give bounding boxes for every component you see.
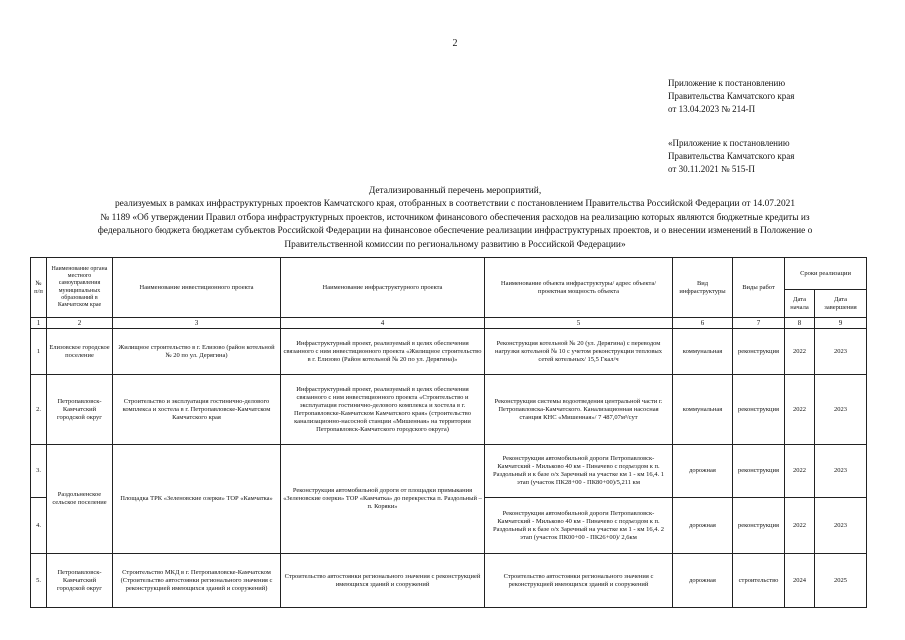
appendix-old (668, 137, 794, 176)
cell-start: 2022 (785, 375, 815, 445)
cell-infra-type: дорожная (673, 498, 733, 554)
column-numbers-row (31, 318, 867, 329)
cell-num: 3. (31, 445, 47, 498)
appendix-new-line: от 13.04.2023 № 214-П (668, 104, 756, 114)
cell-start: 2022 (785, 498, 815, 554)
title-line: Правительственной комиссии по региональному развитию в Российской Федерации» (284, 239, 626, 250)
header-infra-type: Вид инфраструктуры (673, 258, 733, 318)
appendix-old-line: Правительства Камчатского края (668, 151, 795, 161)
cell-municipality: Петропавловск-Камчатский городской округ (47, 554, 113, 608)
cell-end: 2025 (815, 554, 867, 608)
table-row (31, 329, 867, 375)
measures-table (30, 257, 867, 608)
cell-municipality: Раздольненское сельское поселение (47, 445, 113, 554)
cell-num: 5. (31, 554, 47, 608)
header-investment-project: Наименование инвестиционного проекта (113, 258, 281, 318)
cell-infra-type: коммунальная (673, 329, 733, 375)
cell-investment-project: Жилищное строительство в г. Елизово (район котельной № 20 по ул. Дерягина) (113, 329, 281, 375)
table-row (31, 375, 867, 445)
cell-infrastructure-project: Инфраструктурный проект, реализуемый в целях обеспечения связанного с ним инвестиционного проекта «Строительство и эксплуатация гостинично-делового комплекса и хостела в г. Петропавловске-Камчатском Камчатского края» (строительство канализационно-насосной станции «Мишенная» на территории Петропавловск-Камчатского городского округа) (281, 375, 485, 445)
column-number: 4 (281, 318, 485, 329)
cell-infra-type: дорожная (673, 445, 733, 498)
title-line: реализуемых в рамках инфраструктурных проектов Камчатского края, отобранных в соответствии с постановлением Правительства Российской Федерации от 14.07.2021 (114, 199, 796, 210)
cell-object: Реконструкция автомобильной дороги Петропавловск-Камчатский - Мильково 40 км - Пиначево с подъездом к п. Раздольный и к базе о/х Заречный на участке км 1 - км 16,4. 1 этап (участок ПК28+00 - ПК80+00)/5,211 км (485, 445, 673, 498)
header-start: Дата начала (785, 290, 815, 318)
cell-work-type: строительство (733, 554, 785, 608)
cell-municipality: Петропавловск-Камчатский городской округ (47, 375, 113, 445)
cell-object: Реконструкция системы водоотведения центральной части г. Петропавловска-Камчатского. Канализационная насосная станция КНС «Мишенная»/ 7 487,07м³/сут (485, 375, 673, 445)
appendix-old-line: «Приложение к постановлению (668, 138, 790, 148)
header-work-type: Виды работ (733, 258, 785, 318)
appendix-new (668, 77, 794, 116)
cell-end: 2023 (815, 498, 867, 554)
cell-investment-project: Площадка ТРК «Зеленовские озерки» ТОР «Камчатка» (113, 445, 281, 554)
header-terms: Сроки реализации (785, 258, 867, 290)
column-number: 6 (673, 318, 733, 329)
cell-num: 4. (31, 498, 47, 554)
cell-infra-type: коммунальная (673, 375, 733, 445)
cell-investment-project: Строительство и эксплуатация гостинично-делового комплекса и хостела в г. Петропавловске-Камчатском Камчатского края (113, 375, 281, 445)
table-row (31, 554, 867, 608)
column-number: 7 (733, 318, 785, 329)
header-num: № п/п (31, 258, 47, 318)
table-row (31, 445, 867, 498)
column-number: 5 (485, 318, 673, 329)
appendix-new-line: Правительства Камчатского края (668, 91, 795, 101)
cell-object: Строительство автостоянки регионального значения с реконструкцией имеющихся зданий и сооружений (485, 554, 673, 608)
cell-investment-project: Строительство МКД в г. Петропавловске-Камчатском (Строительство автостоянки регионального значения с реконструкцией имеющихся зданий и сооружений) (113, 554, 281, 608)
document-title (20, 185, 890, 252)
cell-end: 2023 (815, 375, 867, 445)
cell-municipality: Елизовское городское поселение (47, 329, 113, 375)
appendix-old-line: от 30.11.2021 № 515-П (668, 164, 755, 174)
cell-infrastructure-project: Строительство автостоянки регионального значения с реконструкцией имеющихся зданий и сооружений (281, 554, 485, 608)
cell-object: Реконструкция автомобильной дороги Петропавловск-Камчатский - Мильково 40 км - Пиначево с подъездом к п. Раздольный и к базе о/х Заречный на участке км 1 - км 16,4. 2 этап (участок ПК00+00 - ПК26+00)/ 2,6км (485, 498, 673, 554)
title-line: № 1189 «Об утверждении Правил отбора инфраструктурных проектов, источником финансового обеспечения расходов на реализацию которых являются бюджетные кредиты из (100, 212, 810, 223)
cell-work-type: реконструкция (733, 445, 785, 498)
header-object: Наименование объекта инфраструктуры/ адрес объекта/ проектная мощность объекта (485, 258, 673, 318)
cell-object: Реконструкция котельной № 20 (ул. Дерягина) с переводом нагрузки котельной № 10 с учетом реконструкции тепловых сетей котельных/ 15,5 Гкал/ч (485, 329, 673, 375)
cell-infrastructure-project: Инфраструктурный проект, реализуемый в целях обеспечения связанного с ним инвестиционного проекта «Жилищное строительство в г. Елизово (Район котельной № 20 по ул. Дерягина)» (281, 329, 485, 375)
cell-work-type: реконструкция (733, 329, 785, 375)
cell-end: 2023 (815, 445, 867, 498)
cell-num: 2. (31, 375, 47, 445)
cell-infrastructure-project: Реконструкция автомобильной дороги от площадки примыкания «Зеленовские озерки» ТОР «Камчатка» до перекрестка п. Раздольный – п. Коряки» (281, 445, 485, 554)
header-row (31, 258, 867, 290)
cell-work-type: реконструкция (733, 375, 785, 445)
cell-start: 2022 (785, 445, 815, 498)
column-number: 3 (113, 318, 281, 329)
page-number: 2 (452, 38, 458, 49)
title-line: федерального бюджета бюджетам субъектов Российской Федерации на финансовое обеспечение реализации инфраструктурных проектов, и о внесении изменений в Положение о (97, 226, 813, 237)
header-end: Дата завершения (815, 290, 867, 318)
cell-infra-type: дорожная (673, 554, 733, 608)
column-number: 8 (785, 318, 815, 329)
cell-end: 2023 (815, 329, 867, 375)
title-line: Детализированный перечень мероприятий, (368, 186, 542, 196)
appendix-new-line: Приложение к постановлению (668, 78, 786, 88)
cell-start: 2024 (785, 554, 815, 608)
column-number: 2 (47, 318, 113, 329)
cell-work-type: реконструкция (733, 498, 785, 554)
cell-num: 1 (31, 329, 47, 375)
column-number: 9 (815, 318, 867, 329)
column-number: 1 (31, 318, 47, 329)
header-municipality: Наименование органа местного самоуправления муниципальных образований в Камчатском крае (47, 258, 113, 318)
header-infrastructure-project: Наименование инфраструктурного проекта (281, 258, 485, 318)
cell-start: 2022 (785, 329, 815, 375)
